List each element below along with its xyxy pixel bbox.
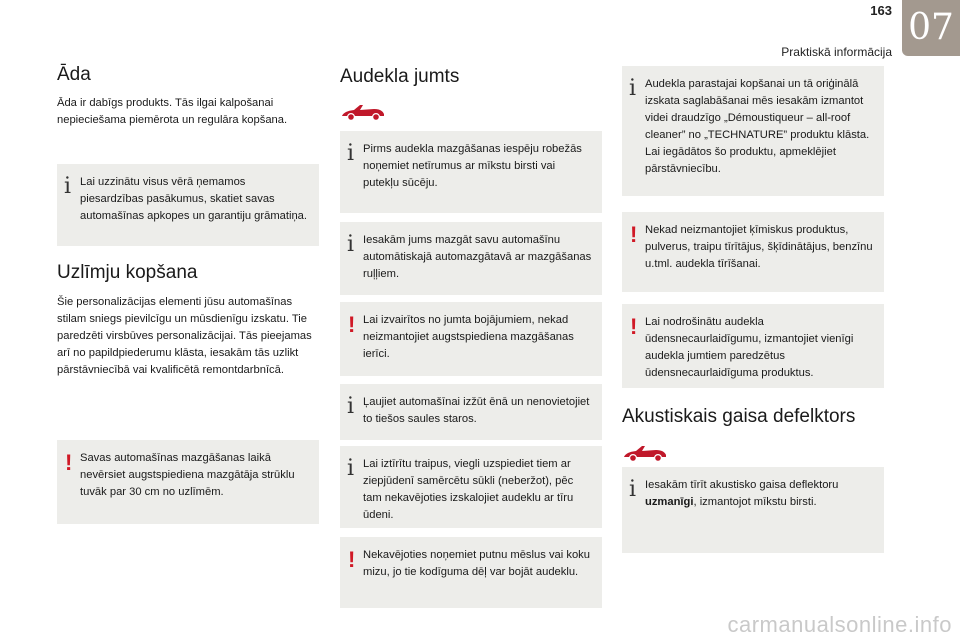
note-text: Nekad neizmantojiet ķīmiskus produktus, pulverus, traipu tīrītājus, šķīdinātājus, benzīnu u.tml. audekla tīrīšanai. (645, 224, 873, 270)
canvas-care-note (622, 66, 884, 196)
canvas-note-5 (340, 446, 602, 528)
note-text: Lai nodrošinātu audekla ūdensnecaurlaidīgumu, izmantojiet vienīgi audekla jumtiem paredzētus ūdensnecaurlaidīguma produktus. (645, 316, 854, 379)
deflector-heading: Akustiskais gaisa defelktors (622, 406, 856, 427)
convertible-car-icon (340, 100, 386, 122)
warning-icon: ! (630, 222, 638, 247)
warning-icon: ! (348, 547, 356, 572)
warning-icon: ! (630, 314, 638, 339)
note-text: Nekavējoties noņemiet putnu mēslus vai koku mizu, jo tie kodīguma dēļ var bojāt audeklu. (363, 549, 590, 578)
canvas-note-1 (340, 131, 602, 213)
warning-icon: ! (348, 312, 356, 337)
info-icon: i (347, 456, 355, 481)
chemicals-warning-note (622, 212, 884, 292)
note-text: Savas automašīnas mazgāšanas laikā nevērsiet augstspiediena mazgātāja strūklu tuvāk par 30 cm no uzlīmēm. (80, 452, 295, 498)
note-text: Pirms audekla mazgāšanas iespēju robežās noņemiet netīrumus ar mīkstu birsti vai putekļu sūcēju. (363, 143, 582, 189)
chapter-tab: 07 (902, 0, 960, 56)
leather-info-note (57, 164, 319, 246)
info-icon: i (64, 174, 72, 199)
note-text: Ļaujiet automašīnai izžūt ēnā un nenovietojiet to tiešos saules staros. (363, 396, 590, 425)
canvas-roof-heading: Audekla jumts (340, 66, 460, 87)
info-icon: i (347, 394, 355, 419)
canvas-note-4 (340, 384, 602, 440)
note-text: Iesakām jums mazgāt savu automašīnu automātiskajā automazgātavā ar mazgāšanas ruļļiem. (363, 234, 592, 280)
note-text: Lai iztīrītu traipus, viegli uzspiediet tiem ar ziepjūdenī samērcētu sūkli (neberžot), pēc tam nekavējoties izskalojiet audeklu ar tīru ūdeni. (363, 458, 574, 521)
info-icon: i (347, 232, 355, 257)
decals-heading: Uzlīmju kopšana (57, 262, 198, 283)
decals-warning-note (57, 440, 319, 524)
deflector-info-note (622, 467, 884, 553)
canvas-note-3 (340, 302, 602, 376)
info-icon: i (347, 141, 355, 166)
warning-icon: ! (65, 450, 73, 475)
note-text: Lai izvairītos no jumta bojājumiem, nekad neizmantojiet augstspiediena mazgāšanas ierīci. (363, 314, 574, 360)
leather-text: Āda ir dabīgs produkts. Tās ilgai kalpošanai nepieciešama piemērota un regulāra kopšana. (57, 97, 288, 126)
note-text: Lai uzzinātu visus vērā ņemamos piesardzības pasākumus, skatiet savas automašīnas apkopes un garantiju grāmatiņa. (80, 176, 308, 222)
note-text-end: , izmantojot mīkstu birsti. (693, 496, 817, 508)
note-text-bold: uzmanīgi (645, 496, 694, 508)
convertible-car-icon (622, 441, 668, 463)
leather-heading: Āda (57, 64, 91, 85)
canvas-note-2 (340, 222, 602, 295)
watermark: carmanualsonline.info (727, 612, 952, 637)
section-title: Praktiskā informācija (781, 45, 892, 59)
note-text-start: Iesakām tīrīt akustisko gaisa deflektoru (645, 479, 839, 491)
note-text: Audekla parastajai kopšanai un tā oriģinālā izskata saglabāšanai mēs iesakām izmantot videi draudzīgo „Démoustiqueur – all-roof cleaner” no „TECHNATURE” produktu klāsta. Lai iegādātos šo produktu, apmeklējiet pārstāvniecību. (645, 78, 870, 175)
decals-text: Šie personalizācijas elementi jūsu automašīnas stilam sniegs pievilcīgu un mūsdienīgu izskatu. Tie paredzēti virsbūves personalizācijai. Tās pieejamas arī no papildpiederumu klāsta, iesakām tās uzlikt pārstāvniecībā vai kvalificētā remontdarbnīcā. (57, 296, 312, 376)
waterproofing-warning-note (622, 304, 884, 388)
canvas-note-6 (340, 537, 602, 608)
info-icon: i (629, 477, 637, 502)
page-number: 163 (870, 3, 892, 18)
info-icon: i (629, 76, 637, 101)
